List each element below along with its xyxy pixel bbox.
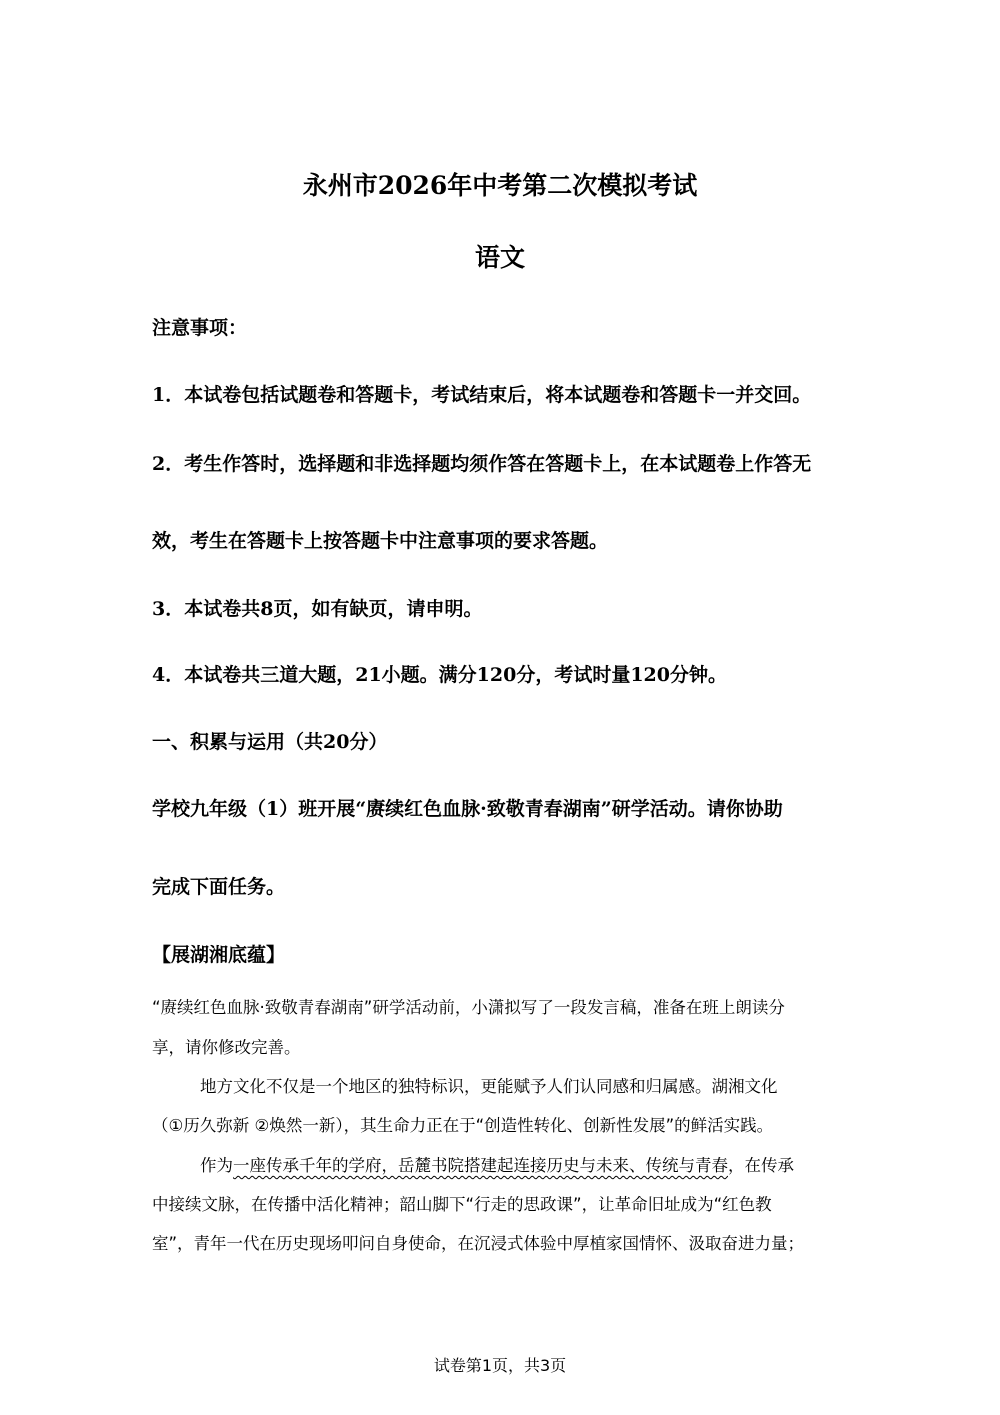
notice-item-2-line-2: 效，考生在答题卡上按答题卡中注意事项的要求答题。 <box>152 530 609 552</box>
notice-item-4: 4．本试卷共三道大题，21小题。满分120分，考试时量120分钟。 <box>152 664 727 686</box>
section-1-heading: 一、积累与运用（共20分） <box>152 731 388 753</box>
paragraph-2-line-2: 中接续文脉，在传播中活化精神；韶山脚下“行走的思政课”，让革命旧址成为“红色教 <box>152 1195 772 1214</box>
page-title: 永州市2026年中考第二次模拟考试 <box>302 171 698 200</box>
notice-item-1: 1．本试卷包括试题卷和答题卡，考试结束后，将本试题卷和答题卡一并交回。 <box>152 384 812 406</box>
wavy-underlined-sentence: 一座传承千年的学府，岳麓书院搭建起连接历史与未来、传统与青春 <box>233 1156 728 1175</box>
task-line-2: 享，请你修改完善。 <box>152 1038 301 1057</box>
paragraph-1-line-1: 地方文化不仅是一个地区的独特标识，更能赋予人们认同感和归属感。湖湘文化 <box>200 1077 778 1096</box>
task-line-1: “赓续红色血脉·致敬青春湖南”研学活动前，小潇拟写了一段发言稿，准备在班上朗读分 <box>152 998 785 1017</box>
notice-item-3: 3．本试卷共8页，如有缺页，请申明。 <box>152 598 483 620</box>
subject-title: 语文 <box>474 243 525 272</box>
page-footer: 试卷第1页，共3页 <box>433 1356 567 1375</box>
notice-item-2-line-1: 2．考生作答时，选择题和非选择题均须作答在答题卡上，在本试题卷上作答无 <box>152 453 812 475</box>
paragraph-1-line-2: （①历久弥新 ②焕然一新），其生命力正在于“创造性转化、创新性发展”的鲜活实践。 <box>152 1116 774 1135</box>
task-heading: 【展湖湘底蕴】 <box>152 944 286 966</box>
notice-heading: 注意事项： <box>152 317 248 339</box>
section-1-intro-line-2: 完成下面任务。 <box>152 876 286 898</box>
section-1-intro-line-1: 学校九年级（1）班开展“赓续红色血脉·致敬青春湖南”研学活动。请你协助 <box>152 798 783 820</box>
paragraph-2-line-3: 室”，青年一代在历史现场叩问自身使命，在沉浸式体验中厚植家国情怀、汲取奋进力量； <box>152 1234 805 1253</box>
paragraph-2-line-1 <box>200 1154 794 1178</box>
paragraph-2-lead: 作为 <box>200 1156 233 1175</box>
paragraph-2-tail: ，在传承 <box>728 1156 794 1175</box>
